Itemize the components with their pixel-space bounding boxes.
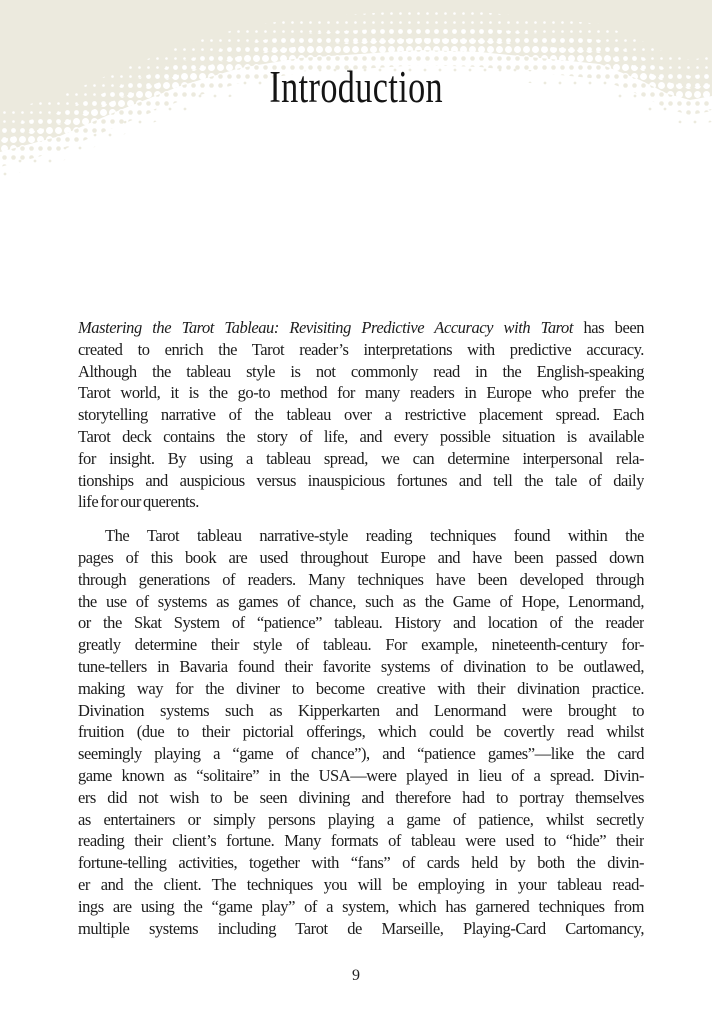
text-line: ers did not wish to be seen divining and therefore had to portray themselves <box>78 787 644 807</box>
text-line: Divination systems such as Kipperkarten and Lenormand were brought to <box>78 700 644 720</box>
text-line: pages of this book are used throughout Europe and have been passed down <box>78 547 644 567</box>
text-line: seemingly playing a “game of chance”), and “patience games”—like the card <box>78 744 644 764</box>
chapter-title-wrap <box>0 62 712 112</box>
text-line: ings are using the “game play” of a system, which has garnered techniques from <box>78 896 644 916</box>
text-line: greatly determine their style of tableau. For example, nineteenth-century for- <box>78 635 644 655</box>
text-line: reading their client’s fortune. Many formats of tableau were used to “hide” their <box>78 831 644 851</box>
text-line: tionships and auspicious versus inauspicious fortunes and tell the tale of daily <box>78 470 644 490</box>
text-line <box>78 317 644 339</box>
text-line: as entertainers or simply persons playing a game of patience, whilst secretly <box>78 809 644 829</box>
text-line: storytelling narrative of the tableau over a restrictive placement spread. Each <box>78 405 644 425</box>
book-title-italic: Mastering the Tarot Tableau: Revisiting Predictive Accuracy with Tarot <box>78 318 573 337</box>
text-line: Tarot world, it is the go-to method for many readers in Europe who prefer the <box>78 383 644 403</box>
text-line: er and the client. The techniques you will be employing in your tableau read- <box>78 874 644 894</box>
paragraph-2-lines <box>78 547 644 939</box>
paragraph-2 <box>78 525 644 939</box>
page-number: 9 <box>352 967 360 984</box>
text-line: through generations of readers. Many techniques have been developed through <box>78 569 644 589</box>
text-line: multiple systems including Tarot de Marseille, Playing-Card Cartomancy, <box>78 918 644 938</box>
text-line: life for our querents. <box>78 492 199 512</box>
paragraph-1-lines <box>78 339 644 492</box>
text-line: making way for the diviner to become creative with their divination practice. <box>78 678 644 698</box>
text-line: The Tarot tableau narrative-style reading techniques found within the <box>105 526 644 546</box>
paragraph-1 <box>78 317 644 513</box>
text-line: fruition (due to their pictorial offerings, which could be covertly read whilst <box>78 722 644 742</box>
text-line: for insight. By using a tableau spread, we can determine interpersonal rela- <box>78 448 644 468</box>
text-line: tune-tellers in Bavaria found their favorite systems of divination to be outlawed, <box>78 656 644 676</box>
text-line: Tarot deck contains the story of life, and every possible situation is available <box>78 426 644 446</box>
text-segment: has been <box>572 318 644 337</box>
text-line: Although the tableau style is not commonly read in the English-speaking <box>78 361 644 381</box>
page-title: Introduction <box>269 62 443 112</box>
text-line: or the Skat System of “patience” tableau. History and location of the reader <box>78 613 644 633</box>
text-line: created to enrich the Tarot reader’s interpretations with predictive accuracy. <box>78 339 644 359</box>
text-line: game known as “solitaire” in the USA—were played in lieu of a spread. Divin- <box>78 765 644 785</box>
text-line: fortune-telling activities, together with “fans” of cards held by both the divin- <box>78 853 644 873</box>
text-line: the use of systems as games of chance, such as the Game of Hope, Lenormand, <box>78 591 644 611</box>
body-text <box>78 317 644 939</box>
